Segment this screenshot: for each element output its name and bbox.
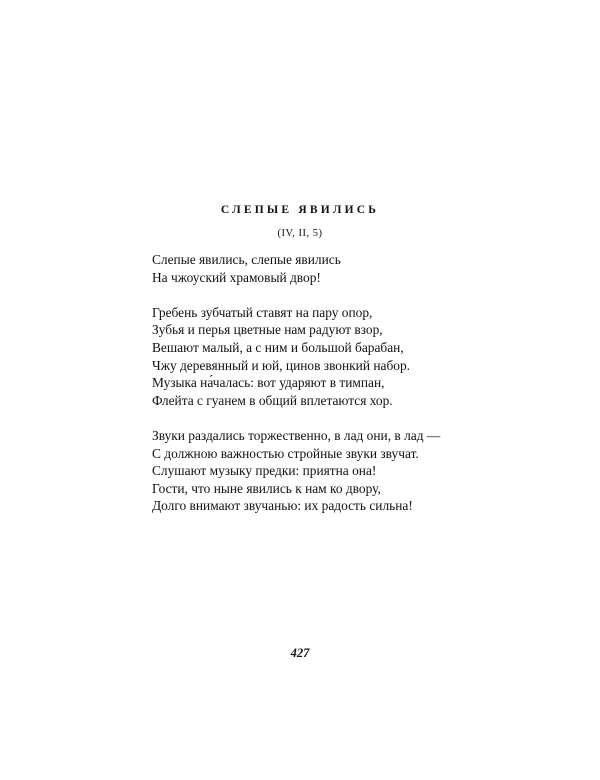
poem-line: Гости, что ныне явились к нам ко двору,: [152, 480, 381, 496]
poem-line: С должною важностью стройные звуки звучат.: [152, 445, 419, 461]
poem-line: Музыка на́чалась: вот ударяют в тимпан,: [152, 375, 385, 391]
poem-line: Вешают малый, а с ним и большой барабан,: [152, 339, 404, 355]
poem-title: СЛЕПЫЕ ЯВИЛИСЬ: [220, 204, 380, 216]
poem-line: Слепые явились, слепые явились: [152, 252, 341, 267]
poem-line: Флейта с гуанем в общий вплетаются хор.: [152, 392, 393, 408]
stanza-2: [152, 304, 472, 410]
poem-reference: (IV, II, 5): [277, 228, 323, 239]
poem-line: Гребень зубчатый ставят на пару опор,: [152, 304, 373, 320]
stanza-1: [152, 251, 472, 286]
page-number: 427: [290, 646, 310, 660]
poem-body: [152, 251, 472, 533]
poem-line: Звуки раздались торжественно, в лад они, в лад —: [152, 427, 441, 443]
poem-line: Чжу деревянный и юй, цинов звонкий набор.: [152, 357, 411, 373]
poem-line: Зубья и перья цветные нам радуют взор,: [152, 322, 383, 338]
poem-line: Долго внимают звучанью: их радость сильна!: [152, 498, 413, 514]
poem-line: На чжоуский храмовый двор!: [152, 269, 321, 285]
poem-line: Слушают музыку предки: приятна она!: [152, 463, 377, 479]
stanza-3: [152, 427, 472, 515]
